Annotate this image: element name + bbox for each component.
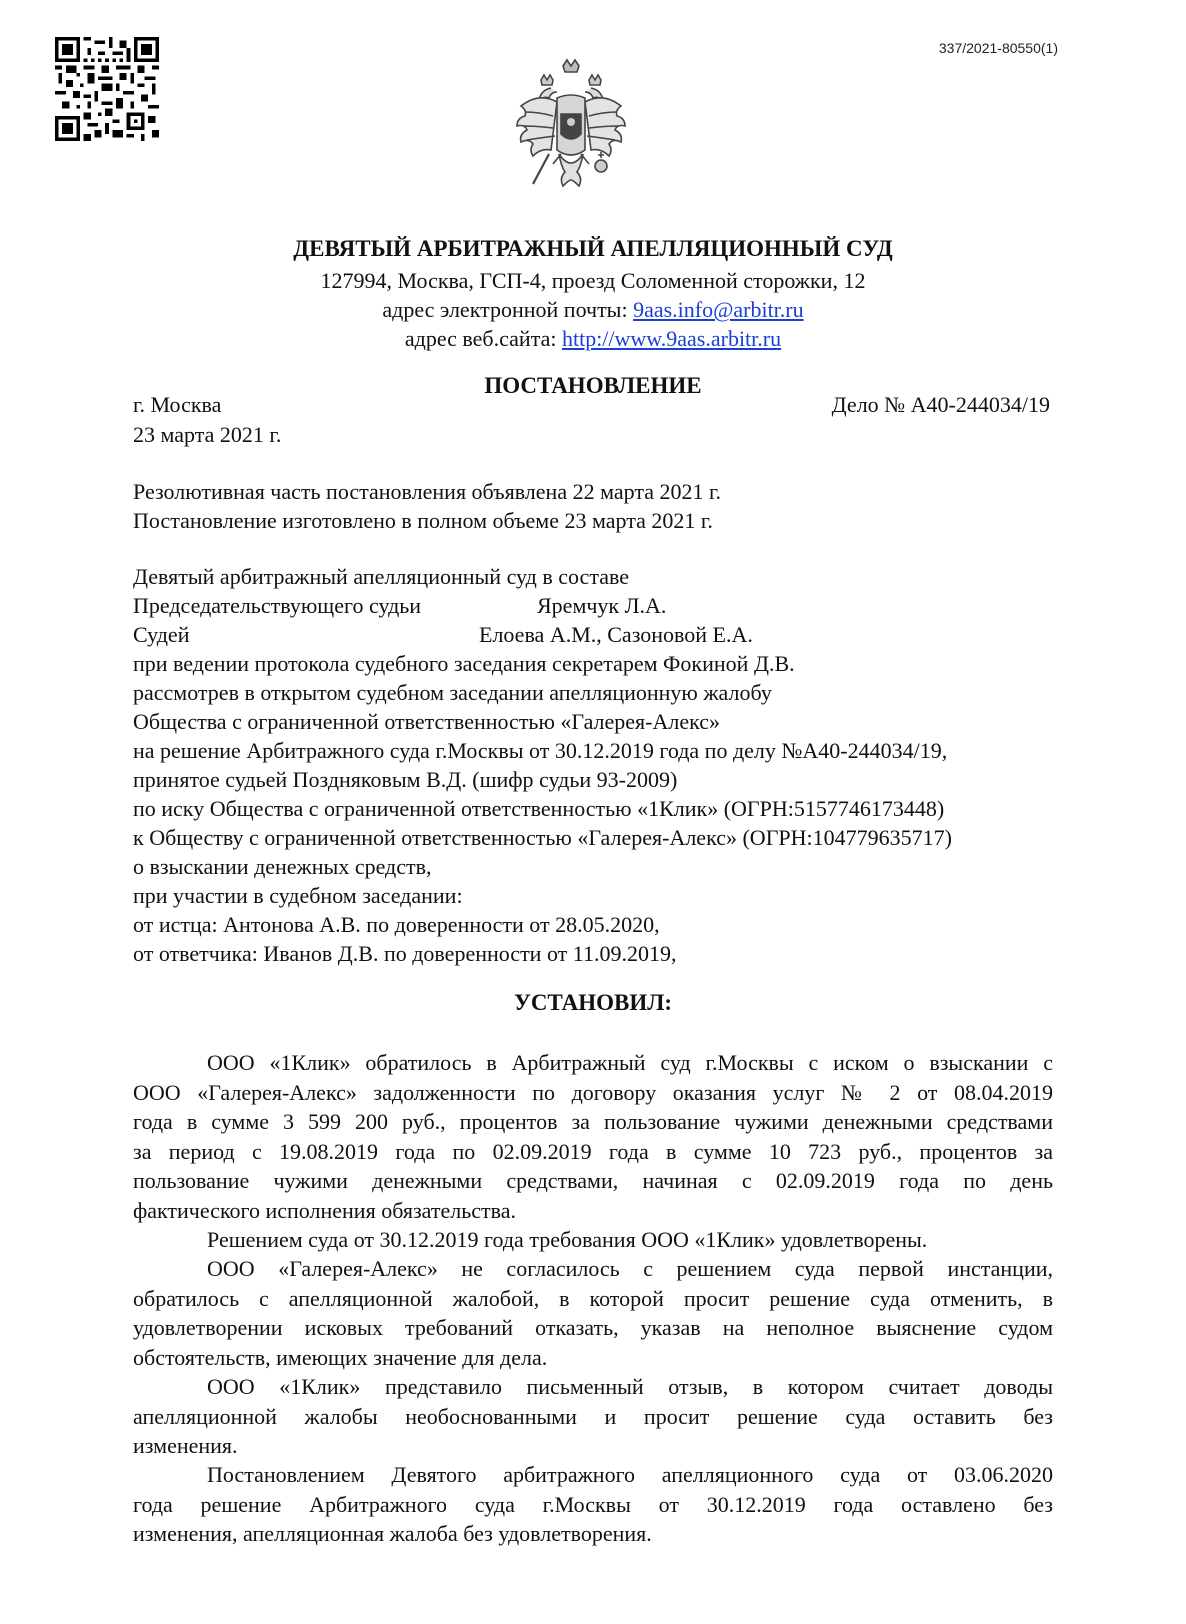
document-id: 337/2021-80550(1) [938,40,1058,56]
presiding-name: Яремчук Л.А. [537,593,667,618]
detail-line: по иску Общества с ограниченной ответственностью «1Клик» (ОГРН:5157746173448) [133,796,945,821]
paragraph-line: обстоятельств, имеющих значение для дела. [133,1344,548,1370]
established-heading: УСТАНОВИЛ: [513,990,673,1015]
email-link[interactable]: 9aas.info@arbitr.ru [633,297,804,322]
paragraph-line: за период с 19.08.2019 года по 02.09.2019 года в сумме 10 723 руб., процентов за [133,1138,1053,1164]
paragraph-line: фактического исполнения обязательства. [133,1197,516,1223]
body-paragraph [133,1254,1053,1372]
presiding-label: Председательствующего судьи [133,593,422,618]
city: г. Москва [133,392,222,417]
judges-label: Судей [133,622,190,647]
body-paragraph [133,1460,1053,1549]
intro-line: Постановление изготовлено в полном объеме 23 марта 2021 г. [133,508,713,533]
body-paragraph [133,1048,1053,1225]
paragraph-line: изменения, апелляционная жалоба без удовлетворения. [133,1521,652,1546]
website-line [0,323,1186,354]
paragraph-line: обратилось с апелляционной жалобой, в которой просит решение суда отменить, в [133,1285,1053,1311]
paragraph-line: Постановлением Девятого арбитражного апелляционного суда от 03.06.2020 [207,1462,1053,1487]
coat-of-arms-icon [515,58,627,200]
qr-code-icon [55,37,159,141]
paragraph-line: Решением суда от 30.12.2019 года требования ООО «1Клик» удовлетворены. [207,1227,928,1252]
paragraph-line: ООО «Галерея-Алекс» не согласилось с решением суда первой инстанции, [207,1256,1053,1281]
detail-line: к Обществу с ограниченной ответственностью «Галерея-Алекс» (ОГРН:104779635717) [133,825,952,850]
detail-line: рассмотрев в открытом судебном заседании апелляционную жалобу [133,680,772,705]
detail-line: при участии в судебном заседании: [133,883,463,908]
document-title: ПОСТАНОВЛЕНИЕ [484,373,702,398]
detail-line: от ответчика: Иванов Д.В. по доверенности от 11.09.2019, [133,941,677,966]
detail-line: на решение Арбитражного суда г.Москвы от 30.12.2019 года по делу №А40-244034/19, [133,738,948,763]
paragraph-line: апелляционной жалобы необоснованными и просит решение суда оставить без [133,1403,1053,1429]
court-address: 127994, Москва, ГСП-4, проезд Соломенной сторожки, 12 [320,268,866,293]
email-label: адрес электронной почты: [382,297,634,322]
detail-line: от истца: Антонова А.В. по доверенности от 28.05.2020, [133,912,660,937]
detail-line: о взыскании денежных средств, [133,854,432,879]
intro-line: Резолютивная часть постановления объявлена 22 марта 2021 г. [133,479,722,504]
paragraph-line: ООО «1Клик» представило письменный отзыв, в котором считает доводы [207,1374,1053,1399]
body-paragraph [133,1372,1053,1461]
paragraph-line: ООО «Галерея-Алекс» задолженности по договору оказания услуг № 2 от 08.04.2019 [133,1079,1053,1105]
paragraph-line: удовлетворении исковых требований отказать, указав на неполное выяснение судом [133,1315,1053,1340]
detail-line: принятое судьей Поздняковым В.Д. (шифр судьи 93-2009) [133,767,678,792]
judges-names: Елоева А.М., Сазоновой Е.А. [479,622,753,647]
website-label: адрес веб.сайта: [404,326,562,351]
document-date: 23 марта 2021 г. [133,422,282,447]
paragraph-line: пользование чужими денежными средствами, начиная с 02.09.2019 года по день [133,1168,1053,1193]
detail-line: Общества с ограниченной ответственностью «Галерея-Алекс» [133,709,721,734]
paragraph-line: изменения. [133,1433,238,1458]
paragraph-line: года в сумме 3 599 200 руб., процентов за пользование чужими денежными средствами [133,1109,1053,1134]
composition-line: Девятый арбитражный апелляционный суд в составе [133,564,629,589]
paragraph-line: ООО «1Клик» обратилось в Арбитражный суд г.Москвы с иском о взыскании с [207,1050,1053,1075]
paragraph-line: года решение Арбитражного суда г.Москвы от 30.12.2019 года оставлено без [133,1491,1053,1517]
detail-line: при ведении протокола судебного заседания секретарем Фокиной Д.В. [133,651,795,676]
court-name: ДЕВЯТЫЙ АРБИТРАЖНЫЙ АПЕЛЛЯЦИОННЫЙ СУД [293,236,893,261]
email-line [0,294,1186,325]
website-link[interactable]: http://www.9aas.arbitr.ru [561,326,782,351]
body-paragraph [133,1225,1053,1255]
case-number: Дело № А40-244034/19 [831,392,1050,417]
